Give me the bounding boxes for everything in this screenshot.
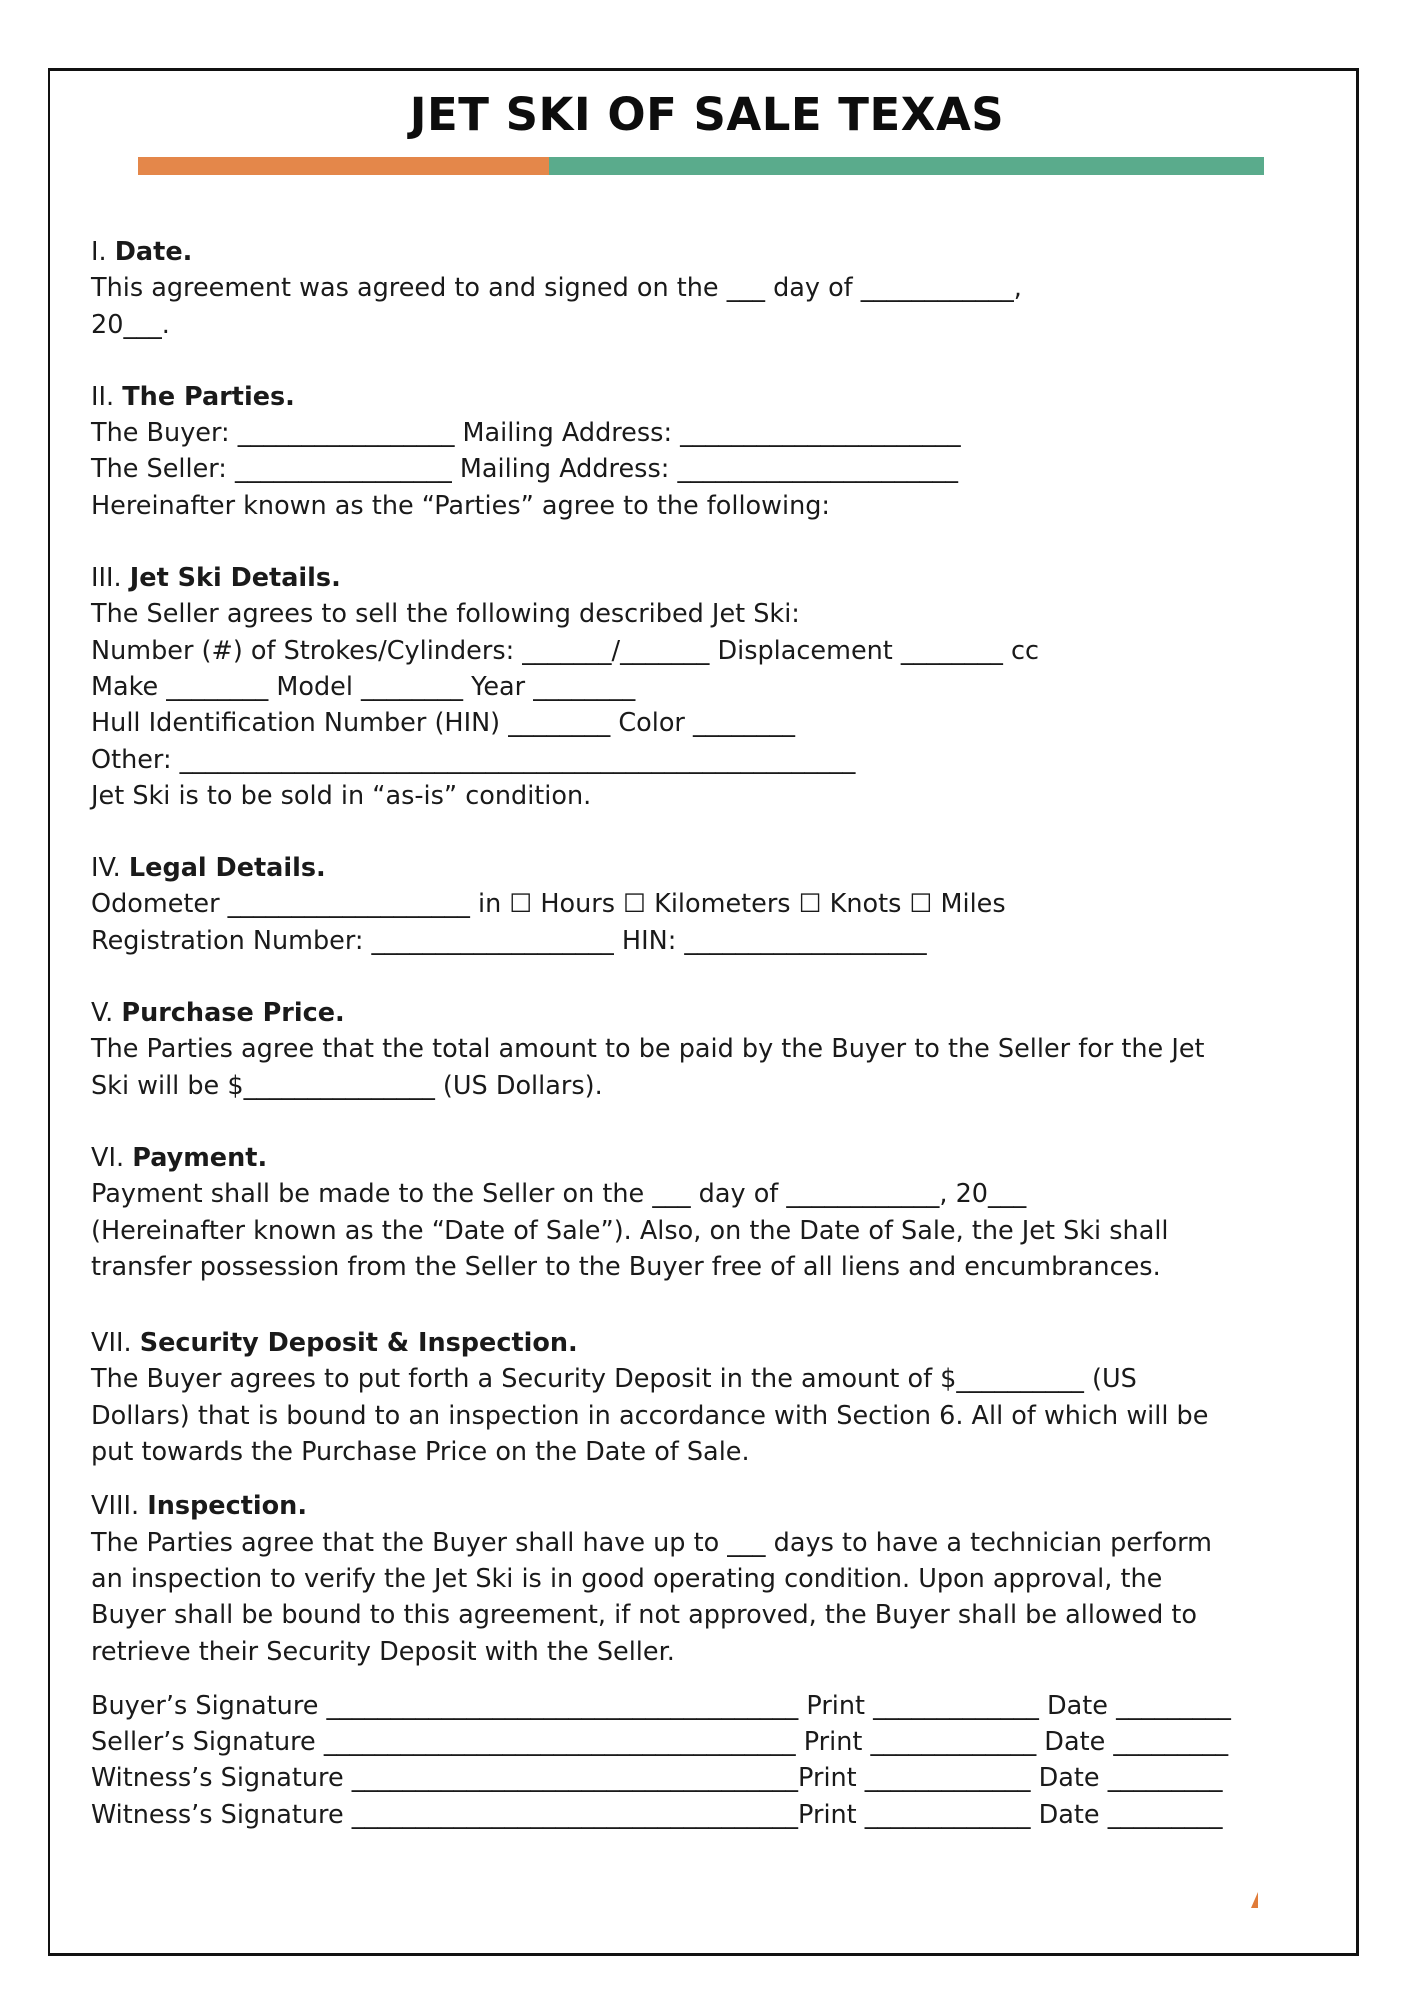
- witness-signature-line[interactable]: Witness’s Signature ___________________________________Print _____________ Date _________: [91, 1799, 1223, 1830]
- strokes-line: Number (#) of Strokes/Cylinders: _______/_______ Displacement ________ cc: [91, 635, 1040, 666]
- section-title: Security Deposit & Inspection.: [139, 1328, 578, 1359]
- section-payment: [91, 1140, 1331, 1285]
- as-is-line: Jet Ski is to be sold in “as-is” condition.: [91, 780, 592, 811]
- section-purchase-price: [91, 995, 1331, 1104]
- make-model-year-line: Make ________ Model ________ Year ________: [91, 671, 636, 702]
- section-heading: [91, 850, 1331, 886]
- section-heading: [91, 995, 1331, 1031]
- details-intro: The Seller agrees to sell the following described Jet Ski:: [91, 599, 800, 630]
- deposit-line-1: The Buyer agrees to put forth a Security Deposit in the amount of $__________ (US: [91, 1364, 1137, 1395]
- section-number: I.: [91, 237, 107, 267]
- payment-line-1: Payment shall be made to the Seller on the ___ day of ____________, 20___: [91, 1179, 1027, 1210]
- section-legal-details: [91, 850, 1331, 959]
- section-title: Jet Ski Details.: [129, 563, 341, 594]
- section-parties: [91, 379, 1331, 524]
- section-title: Inspection.: [147, 1491, 308, 1522]
- odometer-line: Odometer ___________________ in ☐ Hours ☐ Kilometers ☐ Knots ☐ Miles: [91, 889, 1006, 920]
- section-title: Date.: [114, 237, 193, 267]
- section-heading: [91, 1488, 1331, 1524]
- parties-note: Hereinafter known as the “Parties” agree to the following:: [91, 490, 831, 521]
- section-security-deposit: [91, 1325, 1331, 1470]
- section-heading: [91, 1325, 1331, 1361]
- section-heading: [91, 379, 1331, 415]
- section-title: Legal Details.: [128, 853, 326, 884]
- witness-signature-line[interactable]: Witness’s Signature ___________________________________Print _____________ Date _________: [91, 1763, 1223, 1794]
- section-jet-ski-details: [91, 560, 1331, 814]
- inspection-line-3: Buyer shall be bound to this agreement, if not approved, the Buyer shall be allowed to: [91, 1600, 1197, 1631]
- section-number: V.: [91, 998, 114, 1029]
- date-line: This agreement was agreed to and signed on the ___ day of ____________,: [91, 273, 1022, 304]
- title-bar-orange: [138, 157, 549, 175]
- payment-line-2: (Hereinafter known as the “Date of Sale”). Also, on the Date of Sale, the Jet Ski shall: [91, 1215, 1169, 1246]
- price-line-1: The Parties agree that the total amount to be paid by the Buyer to the Seller for the Jet: [91, 1034, 1205, 1065]
- buyer-line: The Buyer: _________________ Mailing Address: ______________________: [91, 418, 961, 449]
- other-line: Other: _____________________________________________________: [91, 744, 856, 775]
- inspection-line-4: retrieve their Security Deposit with the Seller.: [91, 1636, 675, 1667]
- deposit-line-3: put towards the Purchase Price on the Date of Sale.: [91, 1437, 750, 1468]
- section-number: IV.: [91, 853, 121, 884]
- section-number: VI.: [91, 1142, 125, 1173]
- registration-line: Registration Number: ___________________ HIN: ___________________: [91, 925, 927, 956]
- section-number: II.: [91, 381, 115, 412]
- hin-color-line: Hull Identification Number (HIN) ________ Color ________: [91, 708, 796, 739]
- deposit-line-2: Dollars) that is bound to an inspection in accordance with Section 6. All of which will be: [91, 1400, 1209, 1431]
- title-bar-green: [549, 157, 1264, 175]
- title-underline-bar: [138, 157, 1264, 175]
- section-title: Payment.: [132, 1142, 268, 1173]
- section-heading: [91, 1140, 1331, 1176]
- document-body: [91, 234, 1331, 1833]
- section-title: The Parties.: [122, 381, 295, 412]
- payment-line-3: transfer possession from the Seller to the Buyer free of all liens and encumbrances.: [91, 1251, 1161, 1282]
- section-date: [91, 234, 1331, 343]
- seller-line: The Seller: _________________ Mailing Address: ______________________: [91, 454, 958, 485]
- buyer-signature-line[interactable]: Buyer’s Signature _____________________________________ Print _____________ Date _________: [91, 1690, 1231, 1721]
- corner-mark-icon: [1251, 1892, 1258, 1908]
- section-title: Purchase Price.: [121, 998, 345, 1029]
- date-year-line: 20___.: [91, 309, 170, 340]
- section-number: VIII.: [91, 1491, 140, 1522]
- inspection-line-1: The Parties agree that the Buyer shall have up to ___ days to have a technician perform: [91, 1527, 1212, 1558]
- inspection-line-2: an inspection to verify the Jet Ski is in good operating condition. Upon approval, the: [91, 1563, 1163, 1594]
- seller-signature-line[interactable]: Seller’s Signature _____________________________________ Print _____________ Date _________: [91, 1727, 1229, 1758]
- signature-block: [91, 1688, 1331, 1833]
- document-title: JET SKI OF SALE TEXAS: [409, 88, 1005, 141]
- section-inspection: [91, 1488, 1331, 1669]
- section-number: III.: [91, 563, 122, 594]
- section-heading: [91, 234, 1331, 270]
- section-number: VII.: [91, 1328, 132, 1359]
- price-line-2: Ski will be $_______________ (US Dollars).: [91, 1070, 603, 1101]
- section-heading: [91, 560, 1331, 596]
